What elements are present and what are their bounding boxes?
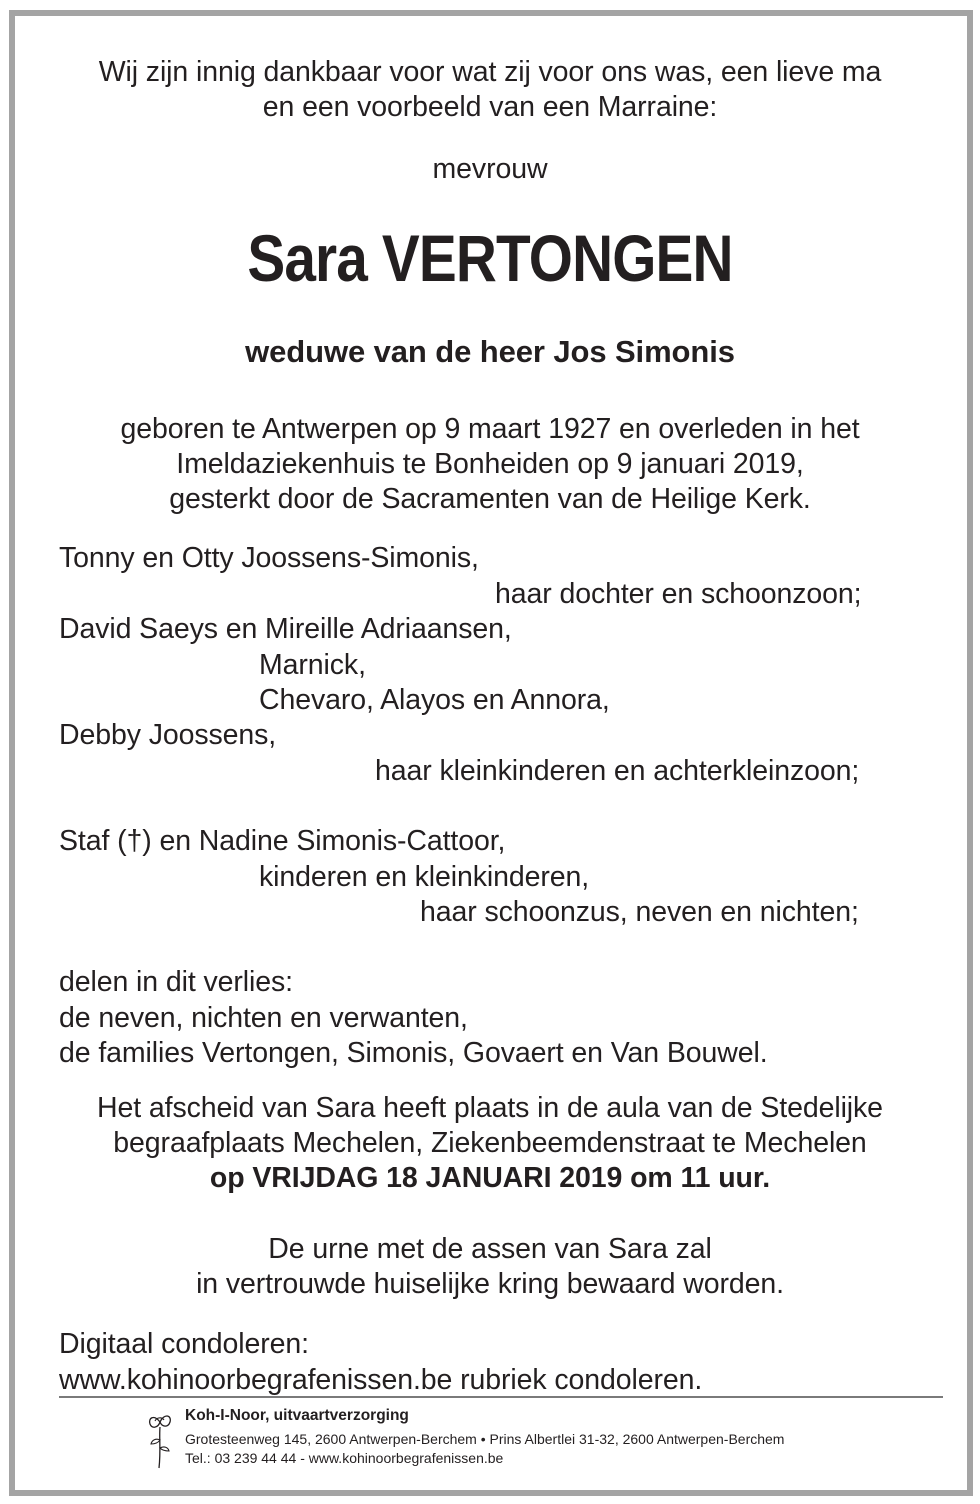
farewell-line-1: Het afscheid van Sara heeft plaats in de aula van de Stedelijke bbox=[97, 1092, 883, 1124]
birth-death-line-3: gesterkt door de Sacramenten van de Heilige Kerk. bbox=[169, 483, 811, 515]
rose-icon bbox=[144, 1408, 176, 1470]
family2-name-1: Staf (†) en Nadine Simonis-Cattoor, bbox=[59, 825, 506, 857]
urn-line-1: De urne met de assen van Sara zal bbox=[268, 1233, 712, 1265]
family-name-3: Marnick, bbox=[259, 649, 366, 681]
intro-line-1: Wij zijn innig dankbaar voor wat zij voor ons was, een lieve ma bbox=[98, 56, 882, 88]
footer-company: Koh-I-Noor, uitvaartverzorging bbox=[185, 1407, 409, 1424]
birth-death-line-1: geboren te Antwerpen op 9 maart 1927 en overleden in het bbox=[120, 413, 860, 445]
condolence-label: Digitaal condoleren: bbox=[59, 1328, 309, 1360]
family2-relation: haar schoonzus, neven en nichten; bbox=[420, 896, 859, 928]
widow-of: weduwe van de heer Jos Simonis bbox=[245, 334, 735, 369]
condolence-link[interactable]: www.kohinoorbegrafenissen.be rubriek condoleren. bbox=[59, 1364, 703, 1396]
share-loss-line-2: de neven, nichten en verwanten, bbox=[59, 1002, 468, 1034]
footer-contact: Tel.: 03 239 44 44 - www.kohinoorbegrafenissen.be bbox=[185, 1450, 504, 1466]
funeral-home-footer bbox=[144, 1404, 904, 1474]
share-loss-line-3: de families Vertongen, Simonis, Govaert en Van Bouwel. bbox=[59, 1037, 768, 1069]
family-relation-1: haar dochter en schoonzoon; bbox=[495, 578, 862, 610]
title-prefix: mevrouw bbox=[432, 153, 548, 185]
family-name-1: Tonny en Otty Joossens-Simonis, bbox=[59, 542, 479, 574]
footer-divider bbox=[59, 1396, 943, 1398]
footer-address: Grotesteenweg 145, 2600 Antwerpen-Berchem • Prins Albertlei 31-32, 2600 Antwerpen-Berchem bbox=[185, 1431, 785, 1447]
family-name-2: David Saeys en Mireille Adriaansen, bbox=[59, 613, 512, 645]
intro-line-2: en een voorbeeld van een Marraine: bbox=[262, 91, 718, 123]
urn-line-2: in vertrouwde huiselijke kring bewaard worden. bbox=[196, 1268, 784, 1300]
share-loss-line-1: delen in dit verlies: bbox=[59, 966, 293, 998]
family-name-5: Debby Joossens, bbox=[59, 719, 277, 751]
farewell-line-2: begraafplaats Mechelen, Ziekenbeemdenstraat te Mechelen bbox=[113, 1127, 867, 1159]
birth-death-line-2: Imeldaziekenhuis te Bonheiden op 9 januari 2019, bbox=[176, 448, 804, 480]
farewell-date: op VRIJDAG 18 JANUARI 2019 om 11 uur. bbox=[209, 1162, 771, 1194]
family-relation-2: haar kleinkinderen en achterkleinzoon; bbox=[375, 755, 860, 787]
family-name-4: Chevaro, Alayos en Annora, bbox=[259, 684, 610, 716]
deceased-name: Sara VERTONGEN bbox=[247, 221, 733, 295]
family2-name-2: kinderen en kleinkinderen, bbox=[259, 861, 590, 893]
